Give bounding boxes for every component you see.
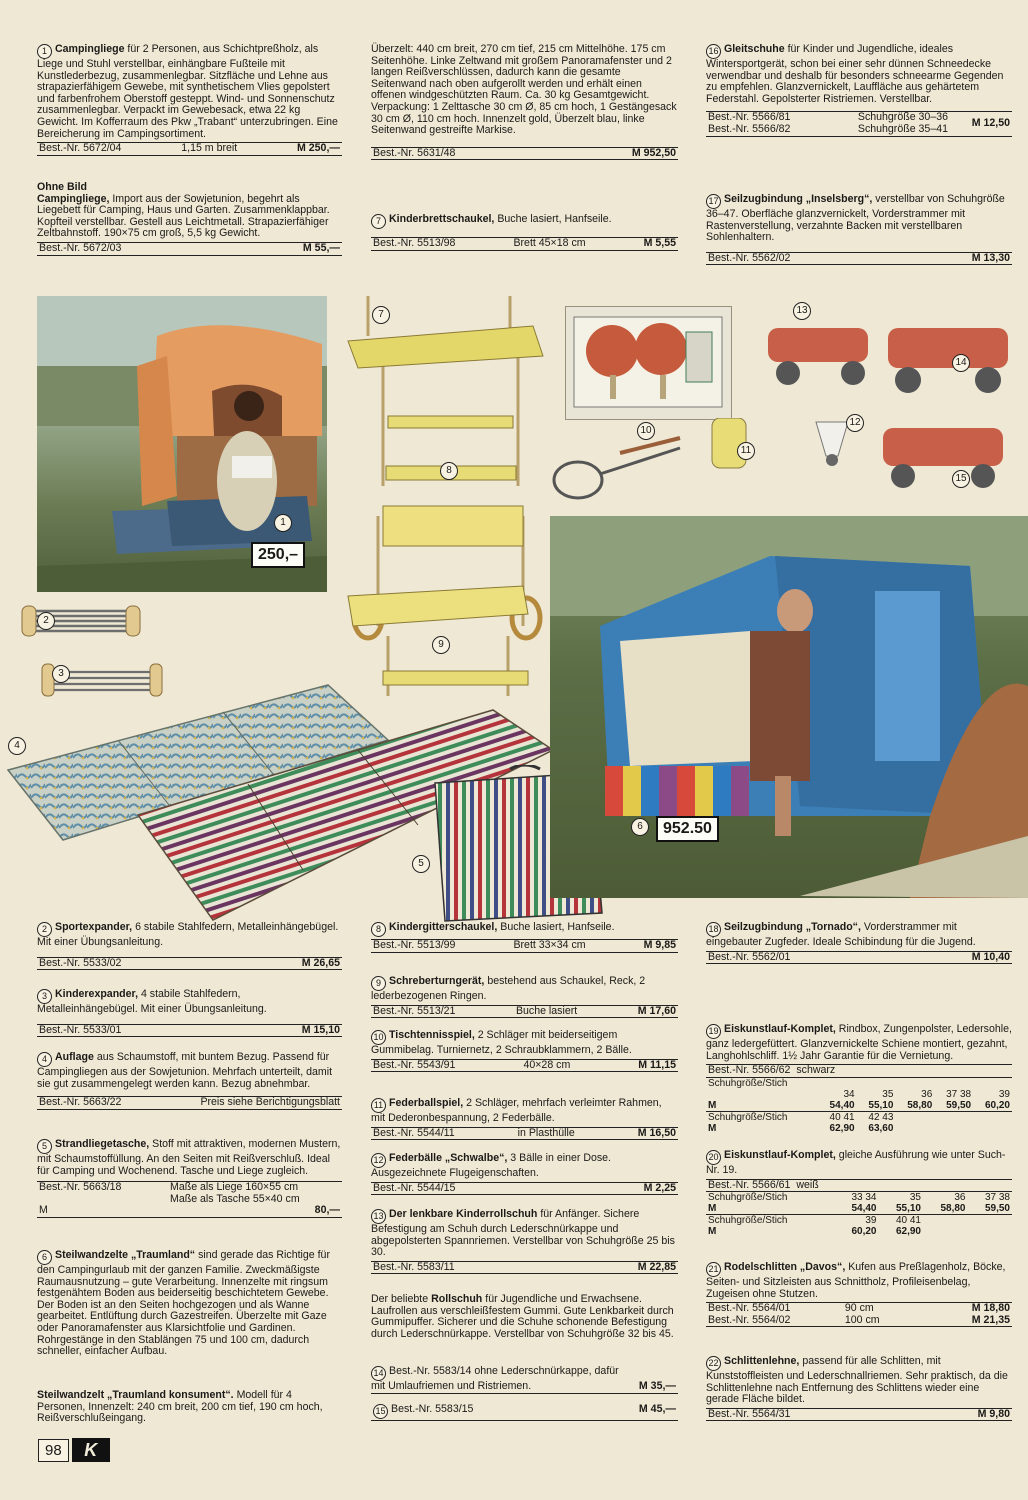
item-title: Campingliege (55, 43, 125, 55)
order-row: Best.-Nr. 5631/48 M 952,50 (373, 146, 676, 159)
page-number: 98 (38, 1439, 69, 1462)
figure-label: 9 (432, 636, 450, 654)
order-rows: Best.-Nr. 5564/01 90 cm M 18,80 Best.-Nr. 5564/02 100 cm M 21,35 (708, 1302, 1010, 1326)
item-15-rollschuh (371, 1404, 678, 1421)
item-10-tischtennisspiel: 10 Tischtennisspiel, 2 Schläger mit beiderseitigem Gummibelag. Turniernetz, 2 Schraubklammern, 2 Bälle. Best.-Nr. 5543/91 40×28 cm M 11,15 (371, 1030, 678, 1072)
item-9-schreberturngeraet: 9 Schreberturngerät, bestehend aus Schaukel, Reck, 2 lederbezogenen Ringen. Best.-Nr. 5513/21 Buche lasiert M 17,60 (371, 976, 678, 1018)
price-tag-lounger: 250,– (251, 542, 305, 568)
item-18-tornado: 18 Seilzugbindung „Tornado“, Vorderstrammer mit eingebauter Zugfeder. Ideale Schibindung für die Jugend. Best.-Nr. 5562/01 M 10,40 (706, 921, 1010, 963)
item-7-kinderbrettschaukel: 7 Kinderbrettschaukel, Buche lasiert, Hanfseile. Best.-Nr. 5513/98 Brett 45×18 cm M 5,55 (371, 214, 678, 251)
figure-label: 14 (952, 354, 970, 372)
page-footer (38, 1437, 110, 1463)
order-row: 14 Best.-Nr. 5583/14 ohne Lederschnürkappe, dafür mit Umlaufriemen und Ristriemen. M 35,— (371, 1365, 676, 1392)
item-number: 1 (37, 44, 52, 59)
item-11-federballspiel: 11 Federballspiel, 2 Schläger, mehrfach verleimter Rahmen, mit Dederonbespannung, 2 Federbälle. Best.-Nr. 5544/11 in Plasthülle M 16,50 (371, 1097, 676, 1139)
item-description: für 2 Personen, aus Schichtpreßholz, als Liege und Stuhl verstellbar, einhängbare Fußteile mit Kunstlederbezug, zusammenlegbar. Sitzfläche und Lehne aus strapazierfähigem Gewebe, mit synthetischem Vlies gepolstert und farbenfrohem Oberstoff gesteppt. Wind- und Sonnenschutz zusammenlegbar. Verpackt im Gewebesack, etwa 22 kg Gewicht. Im Kofferraum des Pkw „Trabant“ unterzubringen. Eine Bereicherung im Campingsortiment. (37, 43, 338, 140)
size-price-table: Schuhgröße/Stich 34 35 36 37 38 39 M 54,40 55,10 58,80 59,50 60,20 Schuhgröße/Stich 40 41 42 43 M 62,90 63,60 (708, 1077, 1010, 1134)
order-row: Best.-Nr. 5513/21 Buche lasiert M 17,60 (371, 1005, 678, 1019)
figure-label: 4 (8, 737, 26, 755)
order-row: Best.-Nr. 5533/01 M 15,10 (39, 1023, 340, 1036)
item-4-auflage: 4 Auflage aus Schaumstoff, mit buntem Bezug. Passend für Campingliegen aus der Sowjetunion. Mehrfach unterteilt, damit sie gut zusammengelegt werden kann. Bezug abnehmbar. Best.-Nr. 5663/22 Preis siehe Berichtigungsblatt (37, 1051, 340, 1109)
item-19-eiskunstlauf-schwarz: 19 Eiskunstlauf-Komplet, Rindbox, Zungenpolster, Ledersohle, ganz ledergefüttert. Glanzvernickelte Schiene montiert, gezahnt, Langhohlschliff. 1½ Jahr Garantie für die Vernietung. Best.-Nr. 5566/62 schwarz Schuhgröße/Stich 34 35 36 37 38 39 M 54,40 55,10 58,80 59,50 60,20 Schuhgröße/Stich 40 41 42 43 M 62,90 63,60 (706, 1023, 1012, 1134)
figure-label: 10 (637, 422, 655, 440)
order-row: 15 Best.-Nr. 5583/15 M 45,— (371, 1404, 678, 1421)
photo-campingliege (37, 296, 327, 592)
figure-label: 8 (440, 462, 458, 480)
figure-label: 15 (952, 470, 970, 488)
item-6-tent-continued (371, 44, 678, 160)
item-8-kindergitterschaukel: 8 Kindergitterschaukel, Buche lasiert, Hanfseile. Best.-Nr. 5513/99 Brett 33×34 cm M 9,85 (371, 922, 678, 953)
order-row: Best.-Nr. 5564/31 M 9,80 (708, 1407, 1010, 1420)
item-22-schlittenlehne: 22 Schlittenlehne, passend für alle Schlitten, mit Kunststoffleisten und Lederschnallriemen. Sehr praktisch, da die Schlittenlehne nach Entfernung des Schlittens wieder eine gerade Fläche bildet. Best.-Nr. 5564/31 M 9,80 (706, 1355, 1010, 1420)
item-6b-traumland-konsument: Steilwandzelt „Traumland konsument“. Modell für 4 Personen, Innenzelt: 240 cm breit, 200 cm tief, 190 cm hoch, Reißverschlußeingang. (37, 1389, 323, 1425)
figure-label: 11 (737, 442, 755, 460)
item-3-kinderexpander: 3 Kinderexpander, 4 stabile Stahlfedern, Metalleinhängebügel. Mit einer Übungsanleitung. Best.-Nr. 5533/01 M 15,10 (37, 988, 340, 1036)
item-21-rodelschlitten: 21 Rodelschlitten „Davos“, Kufen aus Preßlagenholz, Böcke, Seiten- und Sitzleisten aus Schnittholz, Profileisenbelag, Zugeisen ohne Stutzen. Best.-Nr. 5564/01 90 cm M 18,80 Best.-Nr. 5564/02 100 cm M 21,35 (706, 1261, 1010, 1326)
order-row: Best.-Nr. 5544/11 in Plasthülle M 16,50 (373, 1126, 676, 1139)
order-row: Best.-Nr. 5533/02 M 26,65 (39, 956, 340, 969)
item-2-sportexpander: 2 Sportexpander, 6 stabile Stahlfedern, Metalleinhängebügel. Mit einer Übungsanleitung. Best.-Nr. 5533/02 M 26,65 (37, 921, 340, 969)
item-16-gleitschuhe: 16 Gleitschuhe für Kinder und Jugendliche, ideales Wintersportgerät, schon bei einer sehr dünnen Schneedecke verwendbar und deshalb für besonders schneearme Gegenden zu empfehlen. Glanzvernickelt, Lauffläche aus gehärtetem Federstahl. Gepolsterter Ristriemen. Verstellbar. Best.-Nr. 5566/81 Schuhgröße 30–36 Best.-Nr. 5566/82 Schuhgröße 35–41 M 12,50 (706, 43, 1010, 135)
order-row: Best.-Nr. 5672/03 M 55,— (39, 241, 340, 254)
order-row: Best.-Nr. 5663/18 Maße als Liege 160×55 cm Maße als Tasche 55×40 cm M 80,— (39, 1181, 340, 1217)
order-row: Best.-Nr. 5513/98 Brett 45×18 cm M 5,55 (371, 237, 678, 251)
photo-steilwandzelt (550, 516, 1028, 898)
item-1b-campingliege-import (37, 182, 342, 256)
photo-rollschuhe (758, 298, 1020, 498)
item-13-kinderrollschuh: 13 Der lenkbare Kinderrollschuh für Anfänger. Sichere Befestigung am Schuh durch Lederschnürkappe und abgepolsterten Spannriemen. Verstellbar von Schuhgröße 25 bis 30. Best.-Nr. 5583/11 M 22,85 (371, 1208, 676, 1273)
figure-label: 12 (846, 414, 864, 432)
order-row: Best.-Nr. 5544/15 M 2,25 (373, 1181, 676, 1194)
item-1-campingliege (37, 44, 342, 156)
item-20-eiskunstlauf-weiss: 20 Eiskunstlauf-Komplet, gleiche Ausführung wie unter Such-Nr. 19. Best.-Nr. 5566/61 weiß Schuhgröße/Stich 33 34 35 36 37 38 M 54,40 55,10 58,80 59,50 Schuhgröße/Stich 39 40 41 M 60,20 62,90 (706, 1149, 1010, 1238)
order-row: Best.-Nr. 5543/91 40×28 cm M 11,15 (371, 1059, 678, 1073)
order-row: Best.-Nr. 5562/01 M 10,40 (708, 950, 1010, 963)
item-17-inselsberg: 17 Seilzugbindung „Inselsberg“, verstellbar von Schuhgröße 36–47. Oberfläche glanzvernickelt, Vorderstrammer mit Rastenverstellung, verzahnte Backen mit verstellbaren Sohlenhaltern. Best.-Nr. 5562/02 M 13,30 (706, 193, 1010, 264)
item-6-steilwandzelte: 6 Steilwandzelte „Traumland“ sind gerade das Richtige für den Campingurlaub mit der ganzen Familie. Zweckmäßigste Raumausnutzung – gute Verarbeitung. Innenzelte mit ringsum festgenähtem Boden aus beiderseitig beschichtetem Gewebe. Der Boden ist an den Seiten hochgezogen und als Wanne gearbeitet. Entlüftung durch Gazestreifen. Überzelte mit Gaze oder Panoramafenster aus Klarsichtfolie und Gardinen. Rohrgestänge in den Stablängen 75 und 100 cm, dadurch schneller, einfacher Aufbau. (37, 1249, 330, 1358)
item-note: Ohne Bild (37, 181, 88, 193)
order-row: Best.-Nr. 5583/11 M 22,85 (373, 1260, 676, 1273)
item-5-strandliegetasche: 5 Strandliegetasche, Stoff mit attraktiven, modernen Mustern, mit Schaumstoffüllung. An den Seiten mit Reißverschluß. Ideal für Camping und Wochenend. Tasche und Liege zugleich. Best.-Nr. 5663/18 Maße als Liege 160×55 cm Maße als Tasche 55×40 cm M 80,— (37, 1138, 341, 1217)
figure-label: 5 (412, 855, 430, 873)
figure-label: 13 (793, 302, 811, 320)
order-row: Best.-Nr. 5562/02 M 13,30 (708, 251, 1010, 264)
order-row: Best.-Nr. 5663/22 Preis siehe Berichtigungsblatt (39, 1096, 340, 1109)
figure-label: 6 (631, 818, 649, 836)
figure-label: 1 (274, 514, 292, 532)
item-title: Campingliege, (37, 192, 110, 205)
order-rows: Best.-Nr. 5566/81 Schuhgröße 30–36 Best.-Nr. 5566/82 Schuhgröße 35–41 M 12,50 (708, 111, 1010, 135)
item-14-rollschuh (371, 1366, 678, 1394)
figure-label: 2 (37, 612, 55, 630)
photo-tischtennisspiel (565, 306, 732, 420)
item-12-federbaelle: 12 Federbälle „Schwalbe“, 3 Bälle in einer Dose. Ausgezeichnete Flugeigenschaften. Best.-Nr. 5544/15 M 2,25 (371, 1152, 676, 1194)
item-description: Import aus der Sowjetunion, begehrt als Liegebett für Camping, Haus und Garten. Zusammenklappbar. Kopfteil verstellbar. Gestell aus Leichtmetall. Strapazierfähiger Zeltbahnstoff. 190×75 cm groß, 5,5 kg Gewicht. (37, 192, 330, 240)
order-row: Best.-Nr. 5672/04 1,15 m breit M 250,— (37, 142, 342, 156)
order-row: Best.-Nr. 5513/99 Brett 33×34 cm M 9,85 (371, 939, 678, 953)
item-description: Überzelt: 440 cm breit, 270 cm tief, 215 cm Mittelhöhe. 175 cm Seitenhöhe. Linke Zeltwand mit großem Panoramafenster und 2 langen Reißverschlüssen, dadurch kann die gesamte Seitenwand nach oben aufgerollt werden und erhält einen offenen windgeschützten Raum. Ca. 30 kg Gesamtgewicht. Verpackung: 1 Zelttasche 30 cm Ø, 85 cm hoch, 1 Gestängesack 30 cm Ø, 110 cm hoch. Innenzelt gold, Überzelt blau, linke Seitenwand gestreifte Markise. (371, 43, 677, 137)
figure-label: 3 (52, 665, 70, 683)
publisher-logo: K (72, 1438, 110, 1462)
item-13b-rollschuh: Der beliebte Rollschuh für Jugendliche und Erwachsene. Laufrollen aus verschleißfestem Gummi. Gute Lenkbarkeit durch Gummipuffer. Sicherer und die Schuhe schonende Befestigung durch Lederschnürkappe. Verstellbar von Schuhgröße 32 bis 45. (371, 1293, 674, 1340)
figure-label: 7 (372, 306, 390, 324)
size-price-table: Schuhgröße/Stich 33 34 35 36 37 38 M 54,40 55,10 58,80 59,50 Schuhgröße/Stich 39 40 41 M 60,20 62,90 (708, 1192, 1010, 1238)
price-tag-tent: 952.50 (656, 816, 719, 842)
